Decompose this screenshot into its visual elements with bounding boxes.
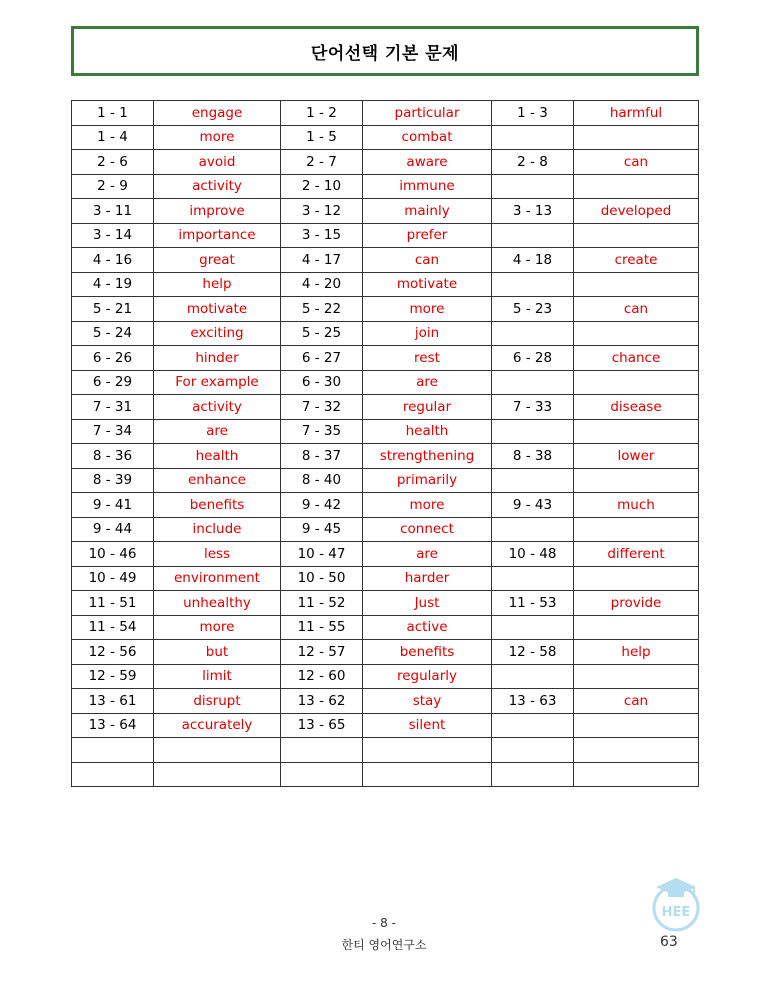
answer-cell: health	[154, 444, 281, 469]
question-number-cell: 2 - 8	[492, 150, 574, 175]
answer-cell: help	[154, 272, 281, 297]
question-number-cell: 12 - 59	[72, 664, 154, 689]
question-number-cell: 10 - 47	[281, 542, 363, 567]
question-number-cell: 6 - 27	[281, 346, 363, 371]
table-row	[72, 223, 699, 248]
table-row	[72, 101, 699, 126]
question-number-cell	[492, 664, 574, 689]
answer-cell: benefits	[363, 640, 492, 665]
question-number-cell: 5 - 24	[72, 321, 154, 346]
answer-cell: exciting	[154, 321, 281, 346]
answer-cell	[154, 738, 281, 763]
table-row	[72, 566, 699, 591]
question-number-cell: 6 - 26	[72, 346, 154, 371]
question-number-cell: 1 - 5	[281, 125, 363, 150]
page-number: - 8 -	[372, 916, 396, 930]
answer-table	[71, 100, 699, 787]
question-number-cell: 3 - 14	[72, 223, 154, 248]
answer-cell: can	[574, 150, 699, 175]
answer-cell: limit	[154, 664, 281, 689]
question-number-cell: 4 - 16	[72, 248, 154, 273]
question-number-cell: 5 - 25	[281, 321, 363, 346]
answer-cell: great	[154, 248, 281, 273]
table-row	[72, 150, 699, 175]
answer-cell: can	[363, 248, 492, 273]
question-number-cell: 1 - 1	[72, 101, 154, 126]
table-row	[72, 321, 699, 346]
answer-cell: strengthening	[363, 444, 492, 469]
question-number-cell: 9 - 42	[281, 493, 363, 518]
question-number-cell: 10 - 48	[492, 542, 574, 567]
question-number-cell: 4 - 18	[492, 248, 574, 273]
answer-cell: rest	[363, 346, 492, 371]
answer-cell: health	[363, 419, 492, 444]
question-number-cell	[281, 762, 363, 787]
answer-cell	[574, 738, 699, 763]
answer-cell: create	[574, 248, 699, 273]
title-box	[71, 26, 699, 76]
answer-cell	[363, 738, 492, 763]
logo-text: HEE	[661, 905, 691, 920]
answer-cell: connect	[363, 517, 492, 542]
answer-cell: join	[363, 321, 492, 346]
question-number-cell: 13 - 65	[281, 713, 363, 738]
answer-cell: stay	[363, 689, 492, 714]
question-number-cell: 13 - 61	[72, 689, 154, 714]
answer-cell: avoid	[154, 150, 281, 175]
answer-cell: enhance	[154, 468, 281, 493]
question-number-cell: 4 - 20	[281, 272, 363, 297]
question-number-cell	[492, 468, 574, 493]
question-number-cell	[492, 419, 574, 444]
answer-cell: aware	[363, 150, 492, 175]
table-row	[72, 468, 699, 493]
table-row	[72, 689, 699, 714]
question-number-cell: 1 - 3	[492, 101, 574, 126]
question-number-cell: 10 - 46	[72, 542, 154, 567]
table-row	[72, 199, 699, 224]
table-row	[72, 248, 699, 273]
answer-cell: are	[363, 542, 492, 567]
question-number-cell: 9 - 41	[72, 493, 154, 518]
answer-cell	[574, 566, 699, 591]
question-number-cell: 1 - 4	[72, 125, 154, 150]
question-number-cell: 2 - 9	[72, 174, 154, 199]
answer-cell: disease	[574, 395, 699, 420]
question-number-cell: 11 - 53	[492, 591, 574, 616]
question-number-cell: 7 - 34	[72, 419, 154, 444]
question-number-cell	[492, 370, 574, 395]
question-number-cell: 9 - 44	[72, 517, 154, 542]
answer-cell: less	[154, 542, 281, 567]
answer-cell: silent	[363, 713, 492, 738]
answer-cell	[574, 125, 699, 150]
table-row	[72, 297, 699, 322]
answer-cell	[574, 370, 699, 395]
answer-cell: are	[363, 370, 492, 395]
answer-cell: but	[154, 640, 281, 665]
question-number-cell: 13 - 63	[492, 689, 574, 714]
answer-cell: Just	[363, 591, 492, 616]
answer-cell: lower	[574, 444, 699, 469]
question-number-cell: 11 - 51	[72, 591, 154, 616]
table-row	[72, 419, 699, 444]
question-number-cell: 13 - 64	[72, 713, 154, 738]
question-number-cell: 4 - 19	[72, 272, 154, 297]
answer-cell	[574, 713, 699, 738]
answer-cell	[154, 762, 281, 787]
answer-cell: more	[154, 125, 281, 150]
answer-cell: disrupt	[154, 689, 281, 714]
answer-cell	[574, 174, 699, 199]
question-number-cell	[492, 174, 574, 199]
question-number-cell: 9 - 45	[281, 517, 363, 542]
table-row	[72, 444, 699, 469]
answer-cell: developed	[574, 199, 699, 224]
table-row	[72, 174, 699, 199]
answer-cell: can	[574, 689, 699, 714]
question-number-cell: 8 - 38	[492, 444, 574, 469]
answer-cell: are	[154, 419, 281, 444]
answer-cell: more	[363, 493, 492, 518]
question-number-cell: 8 - 40	[281, 468, 363, 493]
answer-cell: chance	[574, 346, 699, 371]
question-number-cell	[492, 566, 574, 591]
question-number-cell: 3 - 13	[492, 199, 574, 224]
hee-logo-icon	[644, 872, 708, 936]
answer-cell: activity	[154, 395, 281, 420]
table-row	[72, 346, 699, 371]
answer-cell: engage	[154, 101, 281, 126]
table-row	[72, 664, 699, 689]
table-row	[72, 615, 699, 640]
answer-cell: harder	[363, 566, 492, 591]
table-row	[72, 272, 699, 297]
table-row	[72, 591, 699, 616]
question-number-cell: 3 - 15	[281, 223, 363, 248]
question-number-cell	[281, 738, 363, 763]
question-number-cell: 12 - 58	[492, 640, 574, 665]
question-number-cell: 11 - 55	[281, 615, 363, 640]
table-row	[72, 542, 699, 567]
question-number-cell: 3 - 12	[281, 199, 363, 224]
answer-cell: unhealthy	[154, 591, 281, 616]
question-number-cell	[72, 762, 154, 787]
answer-cell: much	[574, 493, 699, 518]
answer-cell: motivate	[154, 297, 281, 322]
answer-cell	[574, 321, 699, 346]
answer-cell	[574, 223, 699, 248]
answer-cell: benefits	[154, 493, 281, 518]
answer-cell: more	[154, 615, 281, 640]
question-number-cell: 6 - 29	[72, 370, 154, 395]
table-row	[72, 125, 699, 150]
footer-brand: 한티 영어연구소	[341, 938, 427, 952]
question-number-cell	[492, 223, 574, 248]
answer-cell: activity	[154, 174, 281, 199]
question-number-cell: 5 - 23	[492, 297, 574, 322]
answer-cell	[574, 419, 699, 444]
answer-cell: harmful	[574, 101, 699, 126]
question-number-cell: 4 - 17	[281, 248, 363, 273]
table-row	[72, 395, 699, 420]
question-number-cell: 7 - 33	[492, 395, 574, 420]
question-number-cell	[492, 272, 574, 297]
answer-cell: can	[574, 297, 699, 322]
question-number-cell: 8 - 37	[281, 444, 363, 469]
question-number-cell: 10 - 50	[281, 566, 363, 591]
page-title: 단어선택 기본 문제	[310, 43, 460, 64]
question-number-cell: 3 - 11	[72, 199, 154, 224]
question-number-cell	[492, 615, 574, 640]
question-number-cell: 11 - 52	[281, 591, 363, 616]
question-number-cell	[492, 738, 574, 763]
answer-cell	[574, 615, 699, 640]
table-row	[72, 713, 699, 738]
answer-cell: immune	[363, 174, 492, 199]
answer-cell	[574, 272, 699, 297]
sheet-number: 63	[660, 934, 678, 950]
question-number-cell: 13 - 62	[281, 689, 363, 714]
question-number-cell: 8 - 39	[72, 468, 154, 493]
answer-cell: combat	[363, 125, 492, 150]
question-number-cell: 1 - 2	[281, 101, 363, 126]
question-number-cell: 12 - 60	[281, 664, 363, 689]
answer-cell	[574, 762, 699, 787]
answer-cell: regularly	[363, 664, 492, 689]
question-number-cell: 2 - 6	[72, 150, 154, 175]
answer-cell: motivate	[363, 272, 492, 297]
question-number-cell: 6 - 28	[492, 346, 574, 371]
question-number-cell: 7 - 32	[281, 395, 363, 420]
question-number-cell: 2 - 10	[281, 174, 363, 199]
question-number-cell	[72, 738, 154, 763]
question-number-cell	[492, 321, 574, 346]
table-row	[72, 738, 699, 763]
answer-cell: environment	[154, 566, 281, 591]
answer-cell: hinder	[154, 346, 281, 371]
question-number-cell	[492, 762, 574, 787]
question-number-cell	[492, 517, 574, 542]
question-number-cell: 7 - 35	[281, 419, 363, 444]
question-number-cell: 7 - 31	[72, 395, 154, 420]
question-number-cell: 12 - 57	[281, 640, 363, 665]
question-number-cell: 9 - 43	[492, 493, 574, 518]
answer-cell: For example	[154, 370, 281, 395]
table-row	[72, 493, 699, 518]
question-number-cell: 5 - 21	[72, 297, 154, 322]
answer-cell: different	[574, 542, 699, 567]
answer-cell: regular	[363, 395, 492, 420]
question-number-cell	[492, 713, 574, 738]
question-number-cell	[492, 125, 574, 150]
answer-cell: particular	[363, 101, 492, 126]
table-row	[72, 370, 699, 395]
answer-cell: accurately	[154, 713, 281, 738]
answer-cell	[574, 517, 699, 542]
answer-cell: help	[574, 640, 699, 665]
answer-cell: more	[363, 297, 492, 322]
answer-cell	[363, 762, 492, 787]
table-row	[72, 640, 699, 665]
question-number-cell: 6 - 30	[281, 370, 363, 395]
question-number-cell: 12 - 56	[72, 640, 154, 665]
answer-cell: primarily	[363, 468, 492, 493]
answer-cell: provide	[574, 591, 699, 616]
answer-cell: include	[154, 517, 281, 542]
answer-cell	[574, 664, 699, 689]
table-row	[72, 517, 699, 542]
table-row	[72, 762, 699, 787]
question-number-cell: 10 - 49	[72, 566, 154, 591]
answer-cell: active	[363, 615, 492, 640]
question-number-cell: 11 - 54	[72, 615, 154, 640]
question-number-cell: 5 - 22	[281, 297, 363, 322]
question-number-cell: 2 - 7	[281, 150, 363, 175]
answer-cell	[574, 468, 699, 493]
answer-cell: prefer	[363, 223, 492, 248]
answer-cell: importance	[154, 223, 281, 248]
answer-cell: mainly	[363, 199, 492, 224]
answer-cell: improve	[154, 199, 281, 224]
question-number-cell: 8 - 36	[72, 444, 154, 469]
